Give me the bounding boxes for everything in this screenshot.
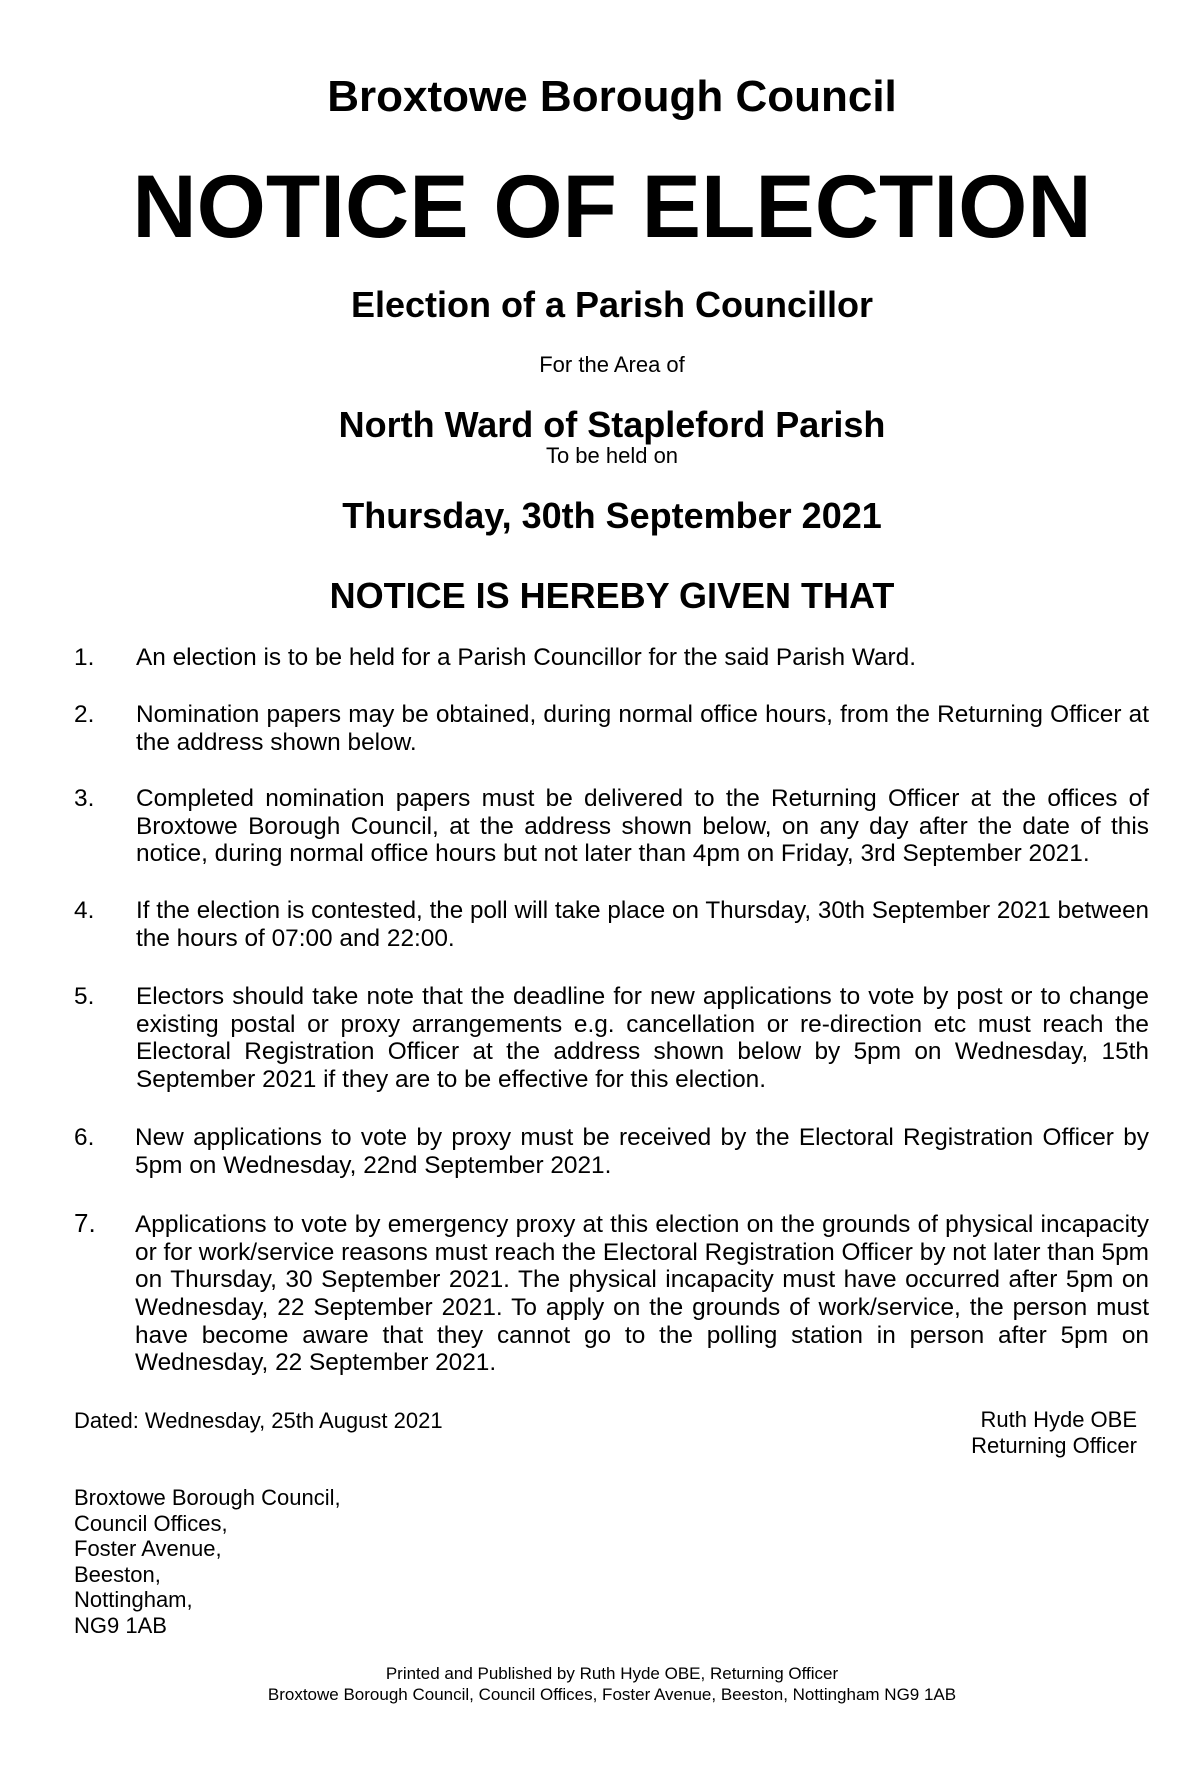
item-text xyxy=(136,897,1149,952)
imprint-line: Broxtowe Borough Council, Council Offices, Foster Avenue, Beeston, Nottingham NG9 1AB xyxy=(267,1685,957,1704)
item-text-line: If the election is contested, the poll will take place on Thursday, 30th September 2021 between xyxy=(136,897,1149,924)
item-text-line: Wednesday, 22 September 2021. xyxy=(135,1349,497,1377)
imprint-line: Printed and Published by Ruth Hyde OBE, Returning Officer xyxy=(385,1664,839,1683)
item-number: 2. xyxy=(74,701,95,728)
signatory-name: Ruth Hyde OBE xyxy=(980,1407,1137,1432)
item-text-line: notice, during normal office hours but not later than 4pm on Friday, 3rd September 2021. xyxy=(136,840,1090,868)
area-label: For the Area of xyxy=(539,352,685,377)
area-name: North Ward of Stapleford Parish xyxy=(338,404,886,445)
item-text xyxy=(136,644,1149,672)
election-type-heading: Election of a Parish Councillor xyxy=(350,284,874,325)
imprint-footer xyxy=(0,1663,1198,1705)
held-on-label: To be held on xyxy=(545,443,679,468)
item-number: 6. xyxy=(74,1124,95,1151)
address-line: NG9 1AB xyxy=(74,1612,167,1638)
item-text-line: An election is to be held for a Parish Councillor for the said Parish Ward. xyxy=(136,644,916,671)
item-number: 5. xyxy=(74,983,95,1010)
item-text-line: the hours of 07:00 and 22:00. xyxy=(136,924,455,952)
address-line: Broxtowe Borough Council, xyxy=(74,1485,341,1510)
dated-line: Dated: Wednesday, 25th August 2021 xyxy=(74,1408,443,1433)
item-text xyxy=(135,1211,1149,1377)
item-text xyxy=(135,1124,1149,1179)
item-number: 3. xyxy=(74,785,95,812)
item-text-line: have become aware that they cannot go to the polling station in person after 5pm on xyxy=(135,1321,1149,1349)
item-text xyxy=(136,785,1149,868)
election-date: Thursday, 30th September 2021 xyxy=(342,495,882,536)
signatory-role: Returning Officer xyxy=(971,1433,1137,1458)
address-block xyxy=(74,1485,341,1639)
item-text-line: Electoral Registration Officer at the address shown below by 5pm on Wednesday, 15th xyxy=(136,1038,1149,1066)
item-text-line: Nomination papers may be obtained, during normal office hours, from the Returning Officer at xyxy=(136,701,1149,728)
item-text-line: Electors should take note that the deadline for new applications to vote by post or to change xyxy=(136,983,1149,1010)
council-name: Broxtowe Borough Council xyxy=(327,72,897,121)
item-number: 7. xyxy=(74,1208,96,1238)
address-line: Foster Avenue, xyxy=(74,1536,222,1562)
notice-heading: NOTICE IS HEREBY GIVEN THAT xyxy=(329,575,895,616)
item-text-line: Completed nomination papers must be delivered to the Returning Officer at the offices of xyxy=(136,785,1149,812)
item-text xyxy=(136,701,1149,756)
item-text-line: September 2021 if they are to be effective for this election. xyxy=(136,1066,767,1094)
signature-block xyxy=(971,1407,1137,1459)
item-text-line: or for work/service reasons must reach the Electoral Registration Officer by not later than 5pm xyxy=(135,1238,1149,1266)
item-text-line: Wednesday, 22 September 2021. To apply on the grounds of work/service, the person must xyxy=(135,1294,1149,1322)
address-line: Council Offices, xyxy=(74,1510,228,1536)
item-text-line: Broxtowe Borough Council, at the address shown below, on any day after the date of this xyxy=(136,812,1149,840)
item-text-line: the address shown below. xyxy=(136,728,417,756)
item-text-line: on Thursday, 30 September 2021. The physical incapacity must have occurred after 5pm on xyxy=(135,1266,1149,1294)
item-text-line: New applications to vote by proxy must be received by the Electoral Registration Officer by xyxy=(135,1124,1149,1151)
item-number: 1. xyxy=(74,644,95,671)
item-text-line: Applications to vote by emergency proxy at this election on the grounds of physical incapacity xyxy=(135,1211,1149,1238)
address-line: Nottingham, xyxy=(74,1587,193,1613)
item-number: 4. xyxy=(74,897,95,924)
address-line: Beeston, xyxy=(74,1561,161,1587)
item-text xyxy=(136,983,1149,1094)
item-text-line: 5pm on Wednesday, 22nd September 2021. xyxy=(135,1151,612,1179)
page-title: NOTICE OF ELECTION xyxy=(132,156,1092,256)
item-text-line: existing postal or proxy arrangements e.g. cancellation or re-direction etc must reach the xyxy=(136,1010,1149,1038)
